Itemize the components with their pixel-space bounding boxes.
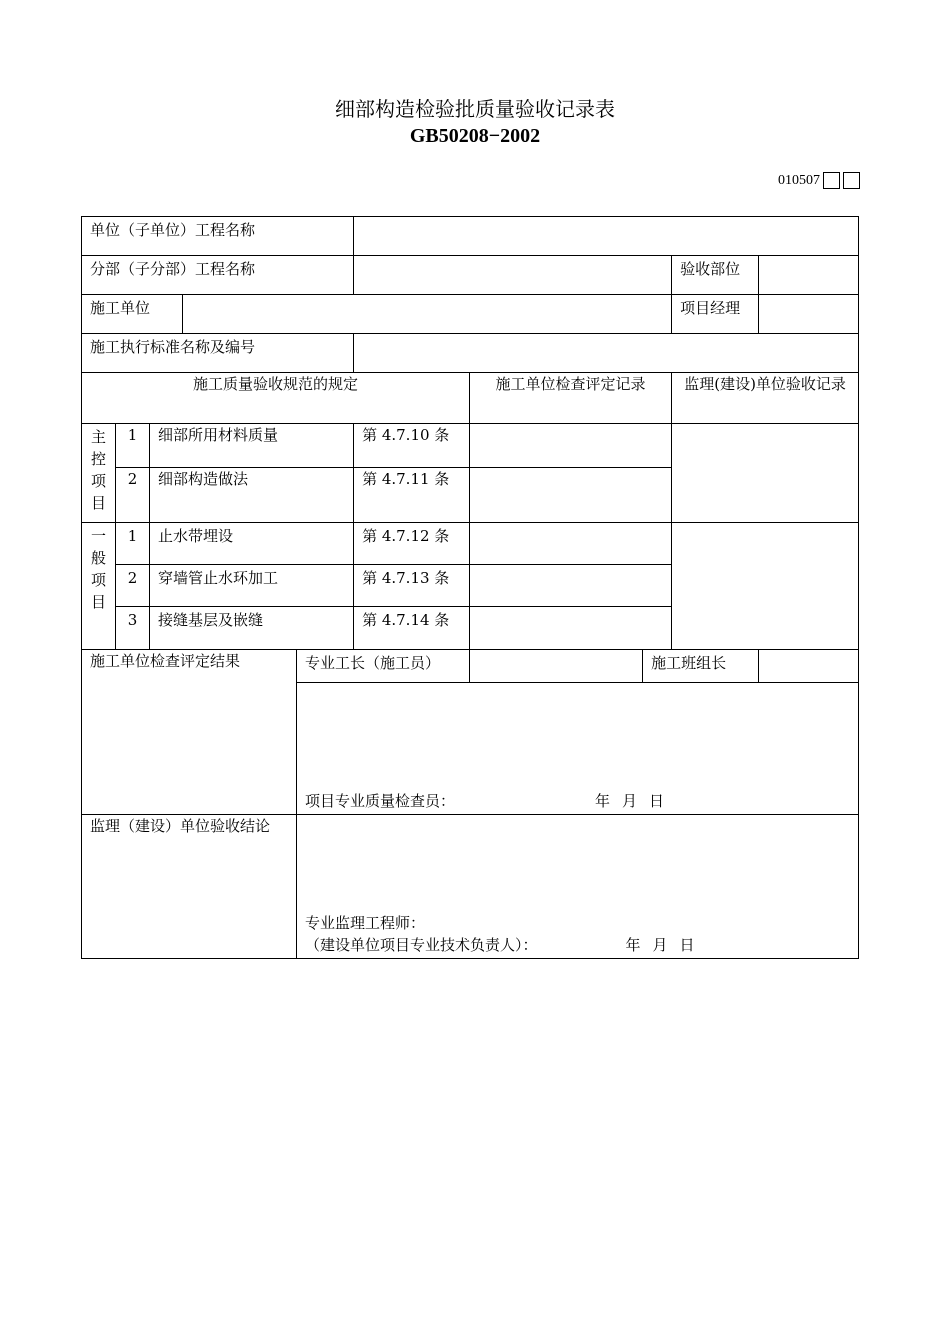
engineer-label: 专业监理工程师： — [305, 914, 426, 932]
team-leader-field[interactable] — [759, 650, 859, 683]
date-year: 年 — [595, 792, 611, 810]
main-items-label: 主控项目 — [82, 424, 116, 523]
foreman-field[interactable] — [470, 650, 643, 683]
date-day: 日 — [649, 792, 665, 810]
general-item-name: 接缝基层及嵌缝 — [150, 607, 354, 650]
result-sign-area[interactable] — [297, 683, 859, 815]
general-item-clause: 第 4.7.13 条 — [354, 565, 470, 607]
construction-record-header: 施工单位检查评定记录 — [470, 373, 672, 424]
date-day: 日 — [679, 936, 695, 954]
date-year: 年 — [625, 936, 641, 954]
construction-unit-field[interactable] — [183, 295, 672, 334]
conclusion-label: 监理（建设）单位验收结论 — [82, 815, 297, 959]
form-number-box-2[interactable] — [843, 172, 860, 189]
date-month: 月 — [622, 792, 638, 810]
standard-field[interactable] — [354, 334, 859, 373]
unit-project-label: 单位（子单位）工程名称 — [82, 217, 354, 256]
main-items-supervision-field[interactable] — [672, 424, 859, 523]
main-item-clause: 第 4.7.11 条 — [354, 468, 470, 523]
standard-code: GB50208−2002 — [409, 125, 541, 147]
general-item-name: 止水带埋设 — [150, 523, 354, 565]
inspection-table — [81, 216, 859, 959]
construction-unit-label: 施工单位 — [82, 295, 183, 334]
main-item-record-field[interactable] — [470, 424, 672, 468]
conclusion-sign-area[interactable] — [297, 815, 859, 959]
general-item-record-field[interactable] — [470, 523, 672, 565]
inspection-part-label: 验收部位 — [672, 256, 759, 295]
foreman-label: 专业工长（施工员） — [297, 650, 470, 683]
main-item-name: 细部构造做法 — [150, 468, 354, 523]
general-items-supervision-field[interactable] — [672, 523, 859, 650]
spec-header: 施工质量验收规范的规定 — [82, 373, 470, 424]
sub-project-label: 分部（子分部）工程名称 — [82, 256, 354, 295]
main-item-record-field[interactable] — [470, 468, 672, 523]
main-item-no: 2 — [116, 468, 150, 523]
general-item-clause: 第 4.7.14 条 — [354, 607, 470, 650]
general-item-clause: 第 4.7.12 条 — [354, 523, 470, 565]
main-item-clause: 第 4.7.10 条 — [354, 424, 470, 468]
result-label: 施工单位检查评定结果 — [82, 650, 297, 815]
general-item-no: 2 — [116, 565, 150, 607]
general-item-record-field[interactable] — [470, 607, 672, 650]
project-manager-field[interactable] — [759, 295, 859, 334]
inspection-part-field[interactable] — [759, 256, 859, 295]
unit-project-field[interactable] — [354, 217, 859, 256]
inspector-label: 项目专业质量检查员： — [305, 792, 456, 810]
date-month: 月 — [652, 936, 668, 954]
conclusion-date — [626, 934, 695, 956]
general-item-record-field[interactable] — [470, 565, 672, 607]
main-item-no: 1 — [116, 424, 150, 468]
general-item-no: 3 — [116, 607, 150, 650]
general-item-name: 穿墙管止水环加工 — [150, 565, 354, 607]
main-item-name: 细部所用材料质量 — [150, 424, 354, 468]
form-number-text: 010507 — [778, 172, 820, 188]
form-title: 细部构造检验批质量验收记录表 — [335, 97, 615, 121]
form-number-box-1[interactable] — [823, 172, 840, 189]
general-items-label: 一般项目 — [82, 523, 116, 650]
team-leader-label: 施工班组长 — [643, 650, 759, 683]
standard-label: 施工执行标准名称及编号 — [82, 334, 354, 373]
general-item-no: 1 — [116, 523, 150, 565]
project-manager-label: 项目经理 — [672, 295, 759, 334]
form-number — [778, 172, 860, 189]
result-date — [595, 790, 664, 812]
owner-label: （建设单位项目专业技术负责人）： — [305, 936, 538, 954]
sub-project-field[interactable] — [354, 256, 672, 295]
supervision-record-header: 监理(建设)单位验收记录 — [672, 373, 859, 424]
